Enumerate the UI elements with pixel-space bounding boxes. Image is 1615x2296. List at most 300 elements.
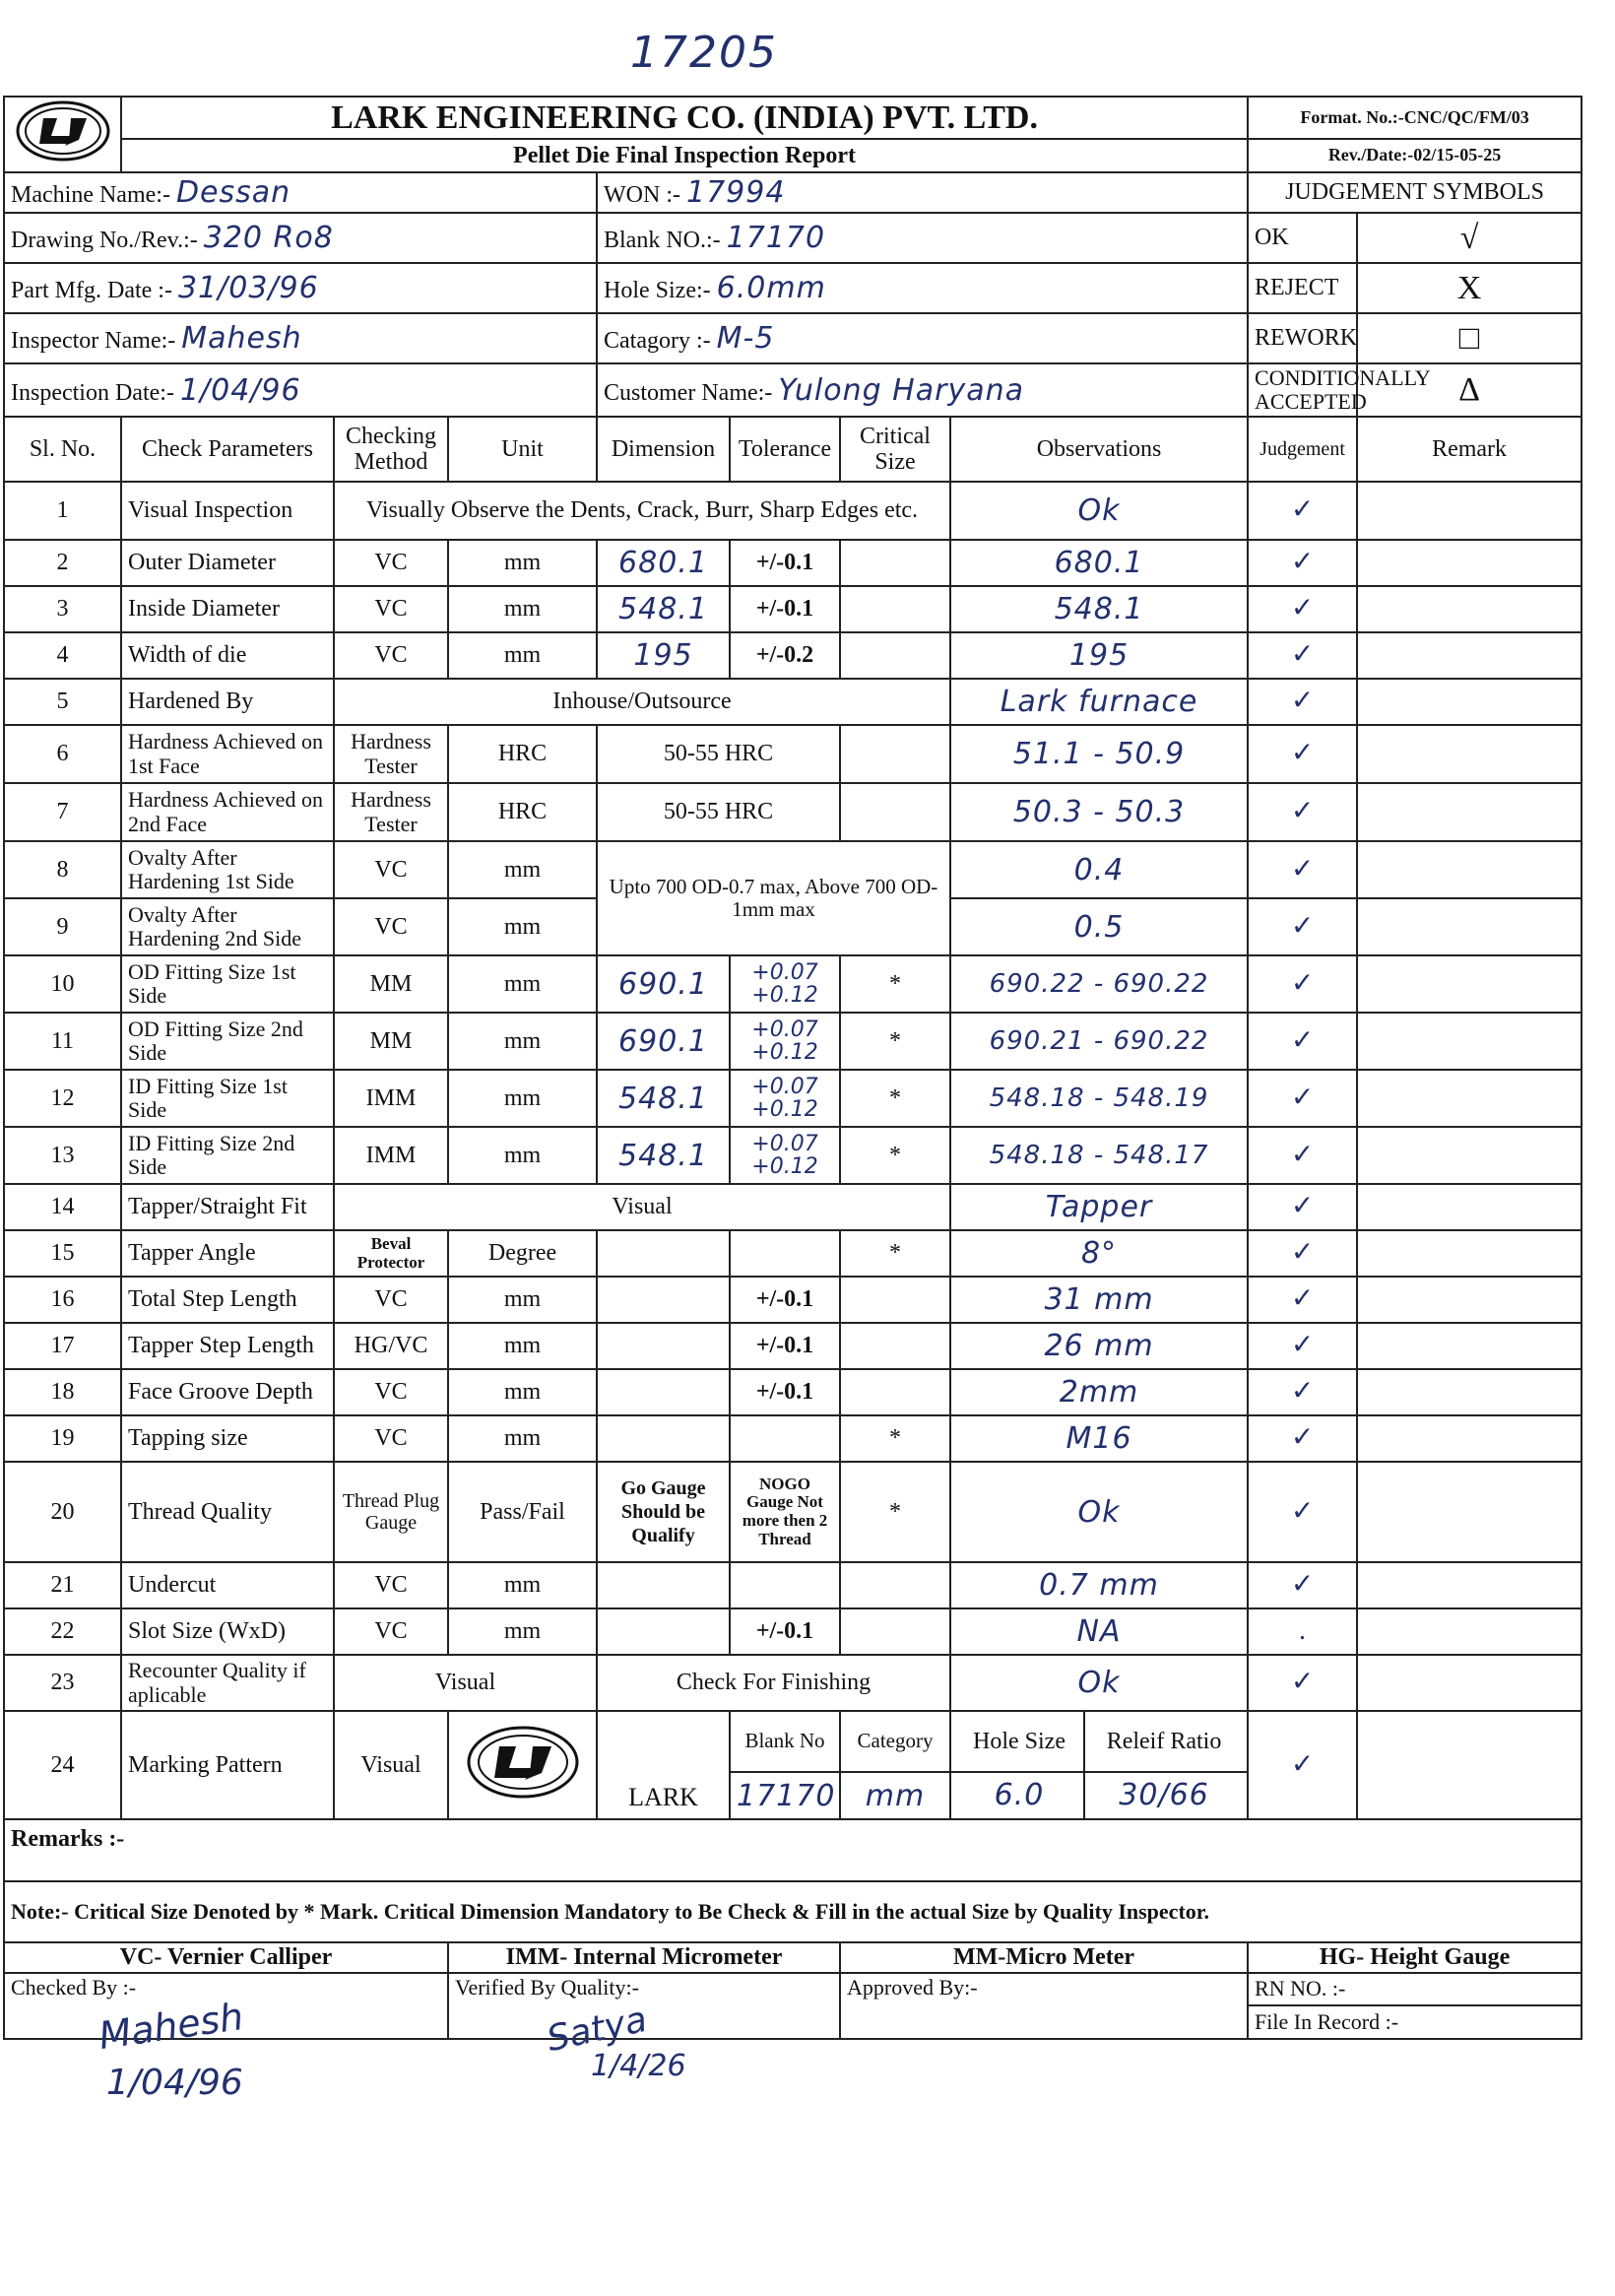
inspection-date-value: 1/04/96 — [179, 372, 301, 408]
checking-method: Hardness Tester — [334, 725, 448, 783]
judgement-mark: ✓ — [1248, 955, 1357, 1013]
dimension — [597, 1230, 730, 1277]
tolerance-upper: +0.07 — [751, 1131, 818, 1156]
symbol-label-reject: REJECT — [1248, 263, 1357, 313]
tolerance — [730, 1562, 840, 1608]
unit: HRC — [448, 725, 597, 783]
remark — [1357, 482, 1582, 540]
machine-name-value: Dessan — [175, 175, 291, 210]
remark — [1357, 679, 1582, 725]
check-parameter: Ovalty After Hardening 1st Side — [121, 841, 334, 898]
checking-method: VC — [334, 1277, 448, 1323]
drawing-field: Drawing No./Rev.:- 320 Ro8 — [4, 213, 597, 263]
judgement-mark: ✓ — [1248, 1070, 1357, 1127]
marking-header-relief: Releif Ratio — [1083, 1712, 1243, 1771]
customer-field: Customer Name:- Yulong Haryana — [597, 363, 1248, 417]
marking-logo-text: LARK — [597, 1711, 730, 1819]
check-parameter: OD Fitting Size 2nd Side — [121, 1013, 334, 1070]
table-row — [4, 1608, 1582, 1655]
company-logo — [4, 97, 121, 172]
tolerance-lower: +0.12 — [751, 1154, 818, 1179]
observation: Lark furnace — [950, 679, 1248, 725]
observation: 2mm — [950, 1369, 1248, 1415]
remark — [1357, 1462, 1582, 1562]
checking-method: HG/VC — [334, 1323, 448, 1369]
won-value: 17994 — [685, 175, 786, 210]
remark — [1357, 1608, 1582, 1655]
judgement-mark: ✓ — [1248, 540, 1357, 586]
sl-no: 22 — [4, 1608, 121, 1655]
tolerance-upper: +0.07 — [751, 959, 818, 985]
observation: 680.1 — [950, 540, 1248, 586]
method-spec: Visually Observe the Dents, Crack, Burr, Sharp Edges etc. — [334, 482, 950, 540]
critical-size: * — [840, 1462, 950, 1562]
check-parameter: ID Fitting Size 2nd Side — [121, 1127, 334, 1184]
tolerance-upper: +0.07 — [751, 1074, 818, 1099]
dimension: 548.1 — [597, 1070, 730, 1127]
check-parameter: Slot Size (WxD) — [121, 1608, 334, 1655]
critical-size: * — [840, 1127, 950, 1184]
checking-method: MM — [334, 1013, 448, 1070]
document-number: 17205 — [630, 28, 778, 78]
marking-hole-value: 6.0 — [994, 1778, 1045, 1812]
remark — [1357, 783, 1582, 841]
verified-by-field: Verified By Quality:- — [448, 1973, 840, 2039]
tolerance: NOGO Gauge Not more then 2 Thread — [730, 1462, 840, 1562]
category-field: Catagory :- M-5 — [597, 313, 1248, 363]
critical-size — [840, 1277, 950, 1323]
col-header-unit: Unit — [448, 417, 597, 482]
judgement-mark: ✓ — [1248, 1323, 1357, 1369]
approved-by-field: Approved By:- — [840, 1973, 1248, 2039]
rn-no-field: RN NO. :- — [1248, 1973, 1582, 2005]
table-row — [4, 1415, 1582, 1462]
observation: 548.18 - 548.19 — [950, 1070, 1248, 1127]
symbol-reject-icon: X — [1357, 263, 1582, 313]
check-parameter: Thread Quality — [121, 1462, 334, 1562]
tolerance: +/-0.1 — [730, 1277, 840, 1323]
sl-no: 8 — [4, 841, 121, 898]
critical-size — [840, 1369, 950, 1415]
sl-no: 12 — [4, 1070, 121, 1127]
check-parameter: Inside Diameter — [121, 586, 334, 632]
unit: mm — [448, 1277, 597, 1323]
symbol-label-conditional: CONDITIONALLY ACCEPTED — [1248, 363, 1357, 417]
check-parameter: Hardened By — [121, 679, 334, 725]
category-value: M-5 — [716, 321, 775, 356]
judgement-symbols-title: JUDGEMENT SYMBOLS — [1248, 172, 1582, 213]
tolerance: +/-0.2 — [730, 632, 840, 679]
check-parameter: Tapper/Straight Fit — [121, 1184, 334, 1230]
file-in-record-field: File In Record :- — [1248, 2005, 1582, 2039]
critical-size — [840, 632, 950, 679]
remark — [1357, 1127, 1582, 1184]
unit: mm — [448, 898, 597, 955]
check-parameter: Total Step Length — [121, 1277, 334, 1323]
table-row — [4, 679, 1582, 725]
observation: NA — [950, 1608, 1248, 1655]
drawing-value: 320 Ro8 — [203, 221, 334, 255]
remark — [1357, 1070, 1582, 1127]
symbol-label-rework: REWORK — [1248, 313, 1357, 363]
judgement-mark: ✓ — [1248, 783, 1357, 841]
remark — [1357, 540, 1582, 586]
table-row — [4, 586, 1582, 632]
observation: Tapper — [950, 1184, 1248, 1230]
col-header-critical-size: Critical Size — [840, 417, 950, 482]
checking-method: Thread Plug Gauge — [334, 1462, 448, 1562]
check-parameter: ID Fitting Size 1st Side — [121, 1070, 334, 1127]
check-parameter: Marking Pattern — [121, 1711, 334, 1819]
judgement-mark: ✓ — [1248, 586, 1357, 632]
dimension: 195 — [597, 632, 730, 679]
symbol-label-ok: OK — [1248, 213, 1357, 263]
marking-value-group — [950, 1772, 1248, 1819]
checking-method: Visual — [334, 1655, 597, 1711]
symbol-ok-icon: √ — [1357, 213, 1582, 263]
unit: mm — [448, 1013, 597, 1070]
unit: mm — [448, 955, 597, 1013]
unit: mm — [448, 841, 597, 898]
critical-size — [840, 725, 950, 783]
tolerance-lower: +0.12 — [751, 983, 818, 1008]
col-header-tolerance: Tolerance — [730, 417, 840, 482]
critical-size — [840, 1562, 950, 1608]
marking-relief-value: 30/66 — [1083, 1773, 1243, 1818]
legend-mm: MM-Micro Meter — [840, 1942, 1248, 1973]
unit: mm — [448, 1608, 597, 1655]
unit: Pass/Fail — [448, 1462, 597, 1562]
table-row — [4, 841, 1582, 898]
table-row — [4, 1013, 1582, 1070]
observation: 26 mm — [950, 1323, 1248, 1369]
specification: Check For Finishing — [597, 1655, 950, 1711]
remark — [1357, 632, 1582, 679]
won-field: WON :- 17994 — [597, 172, 1248, 213]
table-row — [4, 955, 1582, 1013]
dimension: 548.1 — [597, 586, 730, 632]
col-header-check-parameters: Check Parameters — [121, 417, 334, 482]
checking-method: Beval Protector — [334, 1230, 448, 1277]
unit: mm — [448, 632, 597, 679]
table-row — [4, 1655, 1582, 1711]
revision-date: Rev./Date:-02/15-05-25 — [1248, 139, 1582, 172]
table-row — [4, 1127, 1582, 1184]
hole-size-value: 6.0mm — [716, 271, 826, 305]
tolerance — [730, 955, 840, 1013]
observation: 8° — [950, 1230, 1248, 1277]
unit: mm — [448, 1127, 597, 1184]
check-parameter: Hardness Achieved on 2nd Face — [121, 783, 334, 841]
unit: mm — [448, 1562, 597, 1608]
critical-size — [840, 586, 950, 632]
symbol-conditional-icon: Δ — [1357, 363, 1582, 417]
check-parameter: Undercut — [121, 1562, 334, 1608]
checked-by-signature-date: 1/04/96 — [106, 2063, 243, 2103]
blank-value: 17170 — [726, 221, 826, 255]
specification: Upto 700 OD-0.7 max, Above 700 OD-1mm max — [597, 841, 950, 955]
tolerance — [730, 1415, 840, 1462]
judgement-mark: ✓ — [1248, 841, 1357, 898]
dimension — [597, 1415, 730, 1462]
checked-by-signature: Mahesh — [96, 1994, 246, 2059]
observation: 0.7 mm — [950, 1562, 1248, 1608]
col-header-judgement: Judgement — [1248, 417, 1357, 482]
col-header-remark: Remark — [1357, 417, 1582, 482]
remark — [1357, 1369, 1582, 1415]
table-row — [4, 1230, 1582, 1277]
tolerance-lower: +0.12 — [751, 1097, 818, 1122]
col-header-observations: Observations — [950, 417, 1248, 482]
sl-no: 10 — [4, 955, 121, 1013]
critical-size — [840, 783, 950, 841]
checking-method: VC — [334, 898, 448, 955]
judgement-mark: ✓ — [1248, 1462, 1357, 1562]
format-number: Format. No.:-CNC/QC/FM/03 — [1248, 97, 1582, 139]
sl-no: 13 — [4, 1127, 121, 1184]
checking-method: VC — [334, 1562, 448, 1608]
check-parameter: OD Fitting Size 1st Side — [121, 955, 334, 1013]
unit: mm — [448, 586, 597, 632]
observation: 31 mm — [950, 1277, 1248, 1323]
tolerance — [730, 1013, 840, 1070]
remark — [1357, 1013, 1582, 1070]
tolerance-upper: +0.07 — [751, 1017, 818, 1042]
tolerance — [730, 1070, 840, 1127]
table-row — [4, 1462, 1582, 1562]
sl-no: 17 — [4, 1323, 121, 1369]
remark — [1357, 1562, 1582, 1608]
remark — [1357, 1711, 1582, 1819]
sl-no: 5 — [4, 679, 121, 725]
critical-size: * — [840, 1070, 950, 1127]
sl-no: 3 — [4, 586, 121, 632]
hole-size-field: Hole Size:- 6.0mm — [597, 263, 1248, 313]
tolerance: +/-0.1 — [730, 1323, 840, 1369]
observation: 50.3 - 50.3 — [950, 783, 1248, 841]
critical-size: * — [840, 1230, 950, 1277]
judgement-mark: . — [1248, 1608, 1357, 1655]
remark — [1357, 1184, 1582, 1230]
judgement-mark: ✓ — [1248, 1230, 1357, 1277]
observation: Ok — [950, 1462, 1248, 1562]
customer-value: Yulong Haryana — [778, 372, 1024, 408]
verified-by-signature-date: 1/4/26 — [591, 2049, 686, 2083]
col-header-sl-no: Sl. No. — [4, 417, 121, 482]
judgement-mark: ✓ — [1248, 482, 1357, 540]
sl-no: 4 — [4, 632, 121, 679]
sl-no: 21 — [4, 1562, 121, 1608]
judgement-mark: ✓ — [1248, 679, 1357, 725]
critical-size: * — [840, 955, 950, 1013]
inspection-report — [3, 96, 1581, 2040]
judgement-mark: ✓ — [1248, 1127, 1357, 1184]
part-mfg-field: Part Mfg. Date :- 31/03/96 — [4, 263, 597, 313]
unit: HRC — [448, 783, 597, 841]
sl-no: 9 — [4, 898, 121, 955]
judgement-mark: ✓ — [1248, 1562, 1357, 1608]
checking-method: VC — [334, 632, 448, 679]
judgement-mark: ✓ — [1248, 1277, 1357, 1323]
checking-method: MM — [334, 955, 448, 1013]
table-row — [4, 1562, 1582, 1608]
unit: mm — [448, 540, 597, 586]
remark — [1357, 1277, 1582, 1323]
inspector-value: Mahesh — [181, 321, 302, 356]
table-row — [4, 1277, 1582, 1323]
critical-size: * — [840, 1013, 950, 1070]
sl-no: 23 — [4, 1655, 121, 1711]
sl-no: 14 — [4, 1184, 121, 1230]
legend-hg: HG- Height Gauge — [1248, 1942, 1582, 1973]
observation: 195 — [950, 632, 1248, 679]
sl-no: 15 — [4, 1230, 121, 1277]
sl-no: 24 — [4, 1711, 121, 1819]
observation: 0.4 — [950, 841, 1248, 898]
check-parameter: Recounter Quality if aplicable — [121, 1655, 334, 1711]
blank-field: Blank NO.:- 17170 — [597, 213, 1248, 263]
dimension: 548.1 — [597, 1127, 730, 1184]
unit: mm — [448, 1369, 597, 1415]
observation: 0.5 — [950, 898, 1248, 955]
judgement-mark: ✓ — [1248, 1655, 1357, 1711]
dimension: 690.1 — [597, 955, 730, 1013]
table-row — [4, 1711, 1582, 1772]
critical-note: Note:- Critical Size Denoted by * Mark. Critical Dimension Mandatory to Be Check & Fill in the actual Size by Quality Inspector. — [4, 1881, 1582, 1942]
observation: Ok — [950, 1655, 1248, 1711]
remark — [1357, 1415, 1582, 1462]
legend-imm: IMM- Internal Micrometer — [448, 1942, 840, 1973]
judgement-mark: ✓ — [1248, 1711, 1357, 1819]
company-name: LARK ENGINEERING CO. (INDIA) PVT. LTD. — [121, 97, 1248, 139]
sl-no: 18 — [4, 1369, 121, 1415]
judgement-mark: ✓ — [1248, 1415, 1357, 1462]
report-title: Pellet Die Final Inspection Report — [121, 139, 1248, 172]
remark — [1357, 586, 1582, 632]
check-parameter: Hardness Achieved on 1st Face — [121, 725, 334, 783]
lark-logo-icon — [14, 98, 112, 164]
remark — [1357, 898, 1582, 955]
tolerance: +/-0.1 — [730, 586, 840, 632]
part-mfg-value: 31/03/96 — [177, 271, 319, 305]
verified-by-signature: Satya — [543, 1999, 651, 2061]
checking-method: IMM — [334, 1127, 448, 1184]
sl-no: 11 — [4, 1013, 121, 1070]
marking-header-category: Category — [840, 1711, 950, 1772]
table-row — [4, 725, 1582, 783]
specification: 50-55 HRC — [597, 783, 840, 841]
specification: 50-55 HRC — [597, 725, 840, 783]
unit: Degree — [448, 1230, 597, 1277]
unit: mm — [448, 1323, 597, 1369]
table-row — [4, 482, 1582, 540]
observation: 690.21 - 690.22 — [950, 1013, 1248, 1070]
inspector-field: Inspector Name:- Mahesh — [4, 313, 597, 363]
checking-method: VC — [334, 841, 448, 898]
remark — [1357, 841, 1582, 898]
observation: 51.1 - 50.9 — [950, 725, 1248, 783]
table-row — [4, 1369, 1582, 1415]
check-parameter: Tapper Step Length — [121, 1323, 334, 1369]
observation: 548.1 — [950, 586, 1248, 632]
table-row — [4, 783, 1582, 841]
observation: 548.18 - 548.17 — [950, 1127, 1248, 1184]
dimension: 680.1 — [597, 540, 730, 586]
remark — [1357, 1323, 1582, 1369]
sl-no: 2 — [4, 540, 121, 586]
tolerance: +/-0.1 — [730, 1608, 840, 1655]
checking-method: Visual — [334, 1711, 448, 1819]
marking-category-value: mm — [840, 1772, 950, 1819]
dimension: Go Gauge Should be Qualify — [597, 1462, 730, 1562]
critical-size — [840, 1323, 950, 1369]
check-parameter: Outer Diameter — [121, 540, 334, 586]
marking-header-blank: Blank No — [730, 1711, 840, 1772]
dimension — [597, 1323, 730, 1369]
checking-method: VC — [334, 1608, 448, 1655]
machine-name-field: Machine Name:- Dessan — [4, 172, 597, 213]
tolerance-lower: +0.12 — [751, 1040, 818, 1065]
judgement-mark: ✓ — [1248, 1013, 1357, 1070]
dimension: 690.1 — [597, 1013, 730, 1070]
table-row — [4, 1323, 1582, 1369]
judgement-mark: ✓ — [1248, 1184, 1357, 1230]
marking-blank-value: 17170 — [730, 1772, 840, 1819]
checking-method: IMM — [334, 1070, 448, 1127]
lark-logo-icon — [464, 1723, 582, 1802]
table-row — [4, 1184, 1582, 1230]
judgement-mark: ✓ — [1248, 898, 1357, 955]
critical-size — [840, 540, 950, 586]
marking-logo — [448, 1711, 597, 1819]
observation: M16 — [950, 1415, 1248, 1462]
unit: mm — [448, 1415, 597, 1462]
checking-method: VC — [334, 586, 448, 632]
table-row — [4, 540, 1582, 586]
check-parameter: Width of die — [121, 632, 334, 679]
table-row — [4, 1070, 1582, 1127]
tolerance: +/-0.1 — [730, 1369, 840, 1415]
judgement-mark: ✓ — [1248, 632, 1357, 679]
marking-header-hole: Hole Size — [973, 1729, 1066, 1754]
dimension — [597, 1608, 730, 1655]
critical-size: * — [840, 1415, 950, 1462]
remarks-field: Remarks :- — [4, 1819, 1582, 1881]
unit: mm — [448, 1070, 597, 1127]
table-row — [4, 632, 1582, 679]
marking-header-group — [950, 1711, 1248, 1772]
checked-by-field: Checked By :- — [4, 1973, 448, 2039]
checking-method: VC — [334, 1369, 448, 1415]
observation: Ok — [950, 482, 1248, 540]
report-table — [3, 96, 1583, 2040]
remark — [1357, 955, 1582, 1013]
sl-no: 6 — [4, 725, 121, 783]
remark — [1357, 725, 1582, 783]
sl-no: 19 — [4, 1415, 121, 1462]
check-parameter: Tapping size — [121, 1415, 334, 1462]
col-header-dimension: Dimension — [597, 417, 730, 482]
method-spec: Inhouse/Outsource — [334, 679, 950, 725]
dimension — [597, 1562, 730, 1608]
remark — [1357, 1655, 1582, 1711]
sl-no: 7 — [4, 783, 121, 841]
sl-no: 1 — [4, 482, 121, 540]
check-parameter: Tapper Angle — [121, 1230, 334, 1277]
tolerance: +/-0.1 — [730, 540, 840, 586]
method-spec: Visual — [334, 1184, 950, 1230]
check-parameter: Ovalty After Hardening 2nd Side — [121, 898, 334, 955]
